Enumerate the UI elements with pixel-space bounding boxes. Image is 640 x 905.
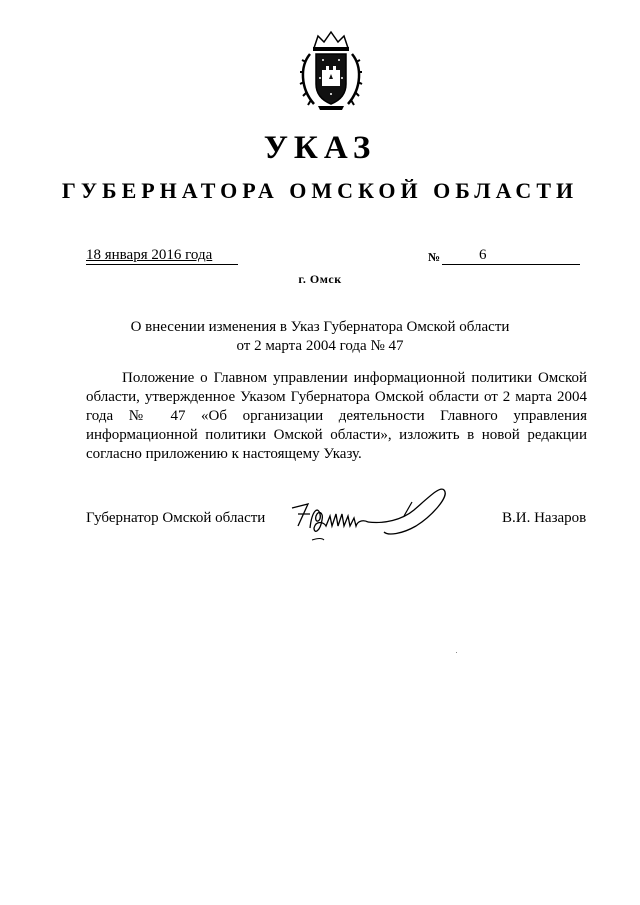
signatory-position: Губернатор Омской области	[86, 510, 266, 526]
coat-of-arms-icon	[296, 30, 366, 112]
city-label: г. Омск	[298, 272, 342, 286]
decree-body-paragraph: Положение о Главном управлении информационной политики Омской области, утвержденное Указом Губернатора Омской области от 2 марта 2004 года № 47 «Об организации деятельности Главного управления информационной политики Омской области», изложить в новой редакции согласно приложению к настоящему Указу.	[86, 370, 587, 462]
decree-heading-line-2: от 2 марта 2004 года № 47	[236, 338, 404, 354]
signatory-name: В.И. Назаров	[502, 510, 587, 526]
document-title: УКАЗ	[263, 130, 377, 166]
decree-date: 18 января 2016 года	[86, 246, 238, 265]
document-subtitle: ГУБЕРНАТОРА ОМСКОЙ ОБЛАСТИ	[61, 178, 579, 203]
signature-icon	[284, 480, 456, 546]
decree-number: 6	[479, 247, 487, 263]
number-sign: №	[428, 250, 441, 264]
decree-heading-line-1: О внесении изменения в Указ Губернатора Омской области	[130, 319, 510, 335]
decree-heading	[80, 318, 560, 356]
number-underline	[442, 246, 580, 265]
scan-artifact	[456, 652, 457, 653]
